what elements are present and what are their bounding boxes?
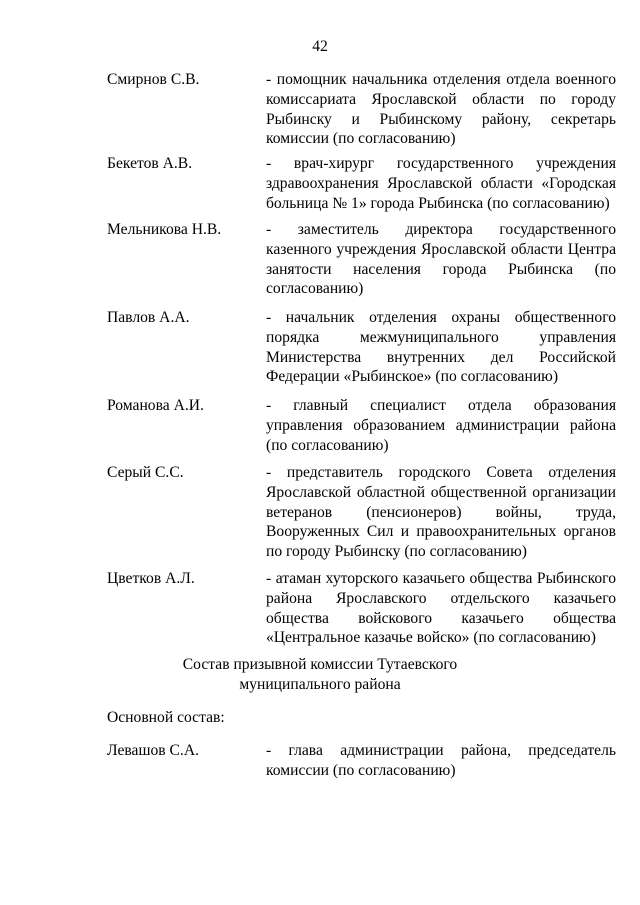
member-role: - главный специалист отдела образования управления образованием администрации района (по согласованию) — [266, 397, 616, 454]
section-heading — [0, 655, 640, 695]
member-name: Смирнов С.В. — [107, 71, 200, 88]
member-role: - представитель городского Совета отделения Ярославской областной общественной организации ветеранов (пенсионеров) войны, труда, Вооруженных Сил и правоохранительных органов по городу Рыбинску (по согласованию) — [266, 464, 616, 561]
member-name: Романова А.И. — [107, 397, 204, 414]
member-name: Бекетов А.В. — [107, 155, 193, 172]
member-name: Цветков А.Л. — [107, 570, 195, 587]
member-role: - начальник отделения охраны общественного порядка межмуниципального управления Министерства внутренних дел Российской Федерации «Рыбинское» (по согласованию) — [266, 309, 616, 386]
member-name: Павлов А.А. — [107, 309, 190, 326]
member-role: - врач-хирург государственного учреждения здравоохранения Ярославской области «Городская больница № 1» города Рыбинска (по согласованию) — [266, 155, 616, 212]
member-name: Серый С.С. — [107, 464, 184, 481]
member-role: - атаман хуторского казачьего общества Рыбинского района Ярославского отдельского казачьего общества войскового казачьего общества «Центральное казачье войско» (по согласованию) — [266, 570, 616, 647]
member-name: Левашов С.А. — [107, 742, 199, 759]
section-heading-line: муниципального района — [239, 676, 401, 693]
subsection-label: Основной состав: — [107, 709, 225, 726]
section-heading-line: Состав призывной комиссии Тутаевского — [182, 656, 458, 673]
member-role: - глава администрации района, председатель комиссии (по согласованию) — [266, 742, 616, 779]
member-role: - заместитель директора государственного казенного учреждения Ярославской области Центра занятости населения города Рыбинска (по согласованию) — [266, 221, 616, 298]
member-role: - помощник начальника отделения отдела военного комиссариата Ярославской области по городу Рыбинску и Рыбинскому району, секретарь комиссии (по согласованию) — [266, 71, 616, 148]
page-number: 42 — [312, 38, 328, 55]
member-name: Мельникова Н.В. — [107, 221, 222, 238]
